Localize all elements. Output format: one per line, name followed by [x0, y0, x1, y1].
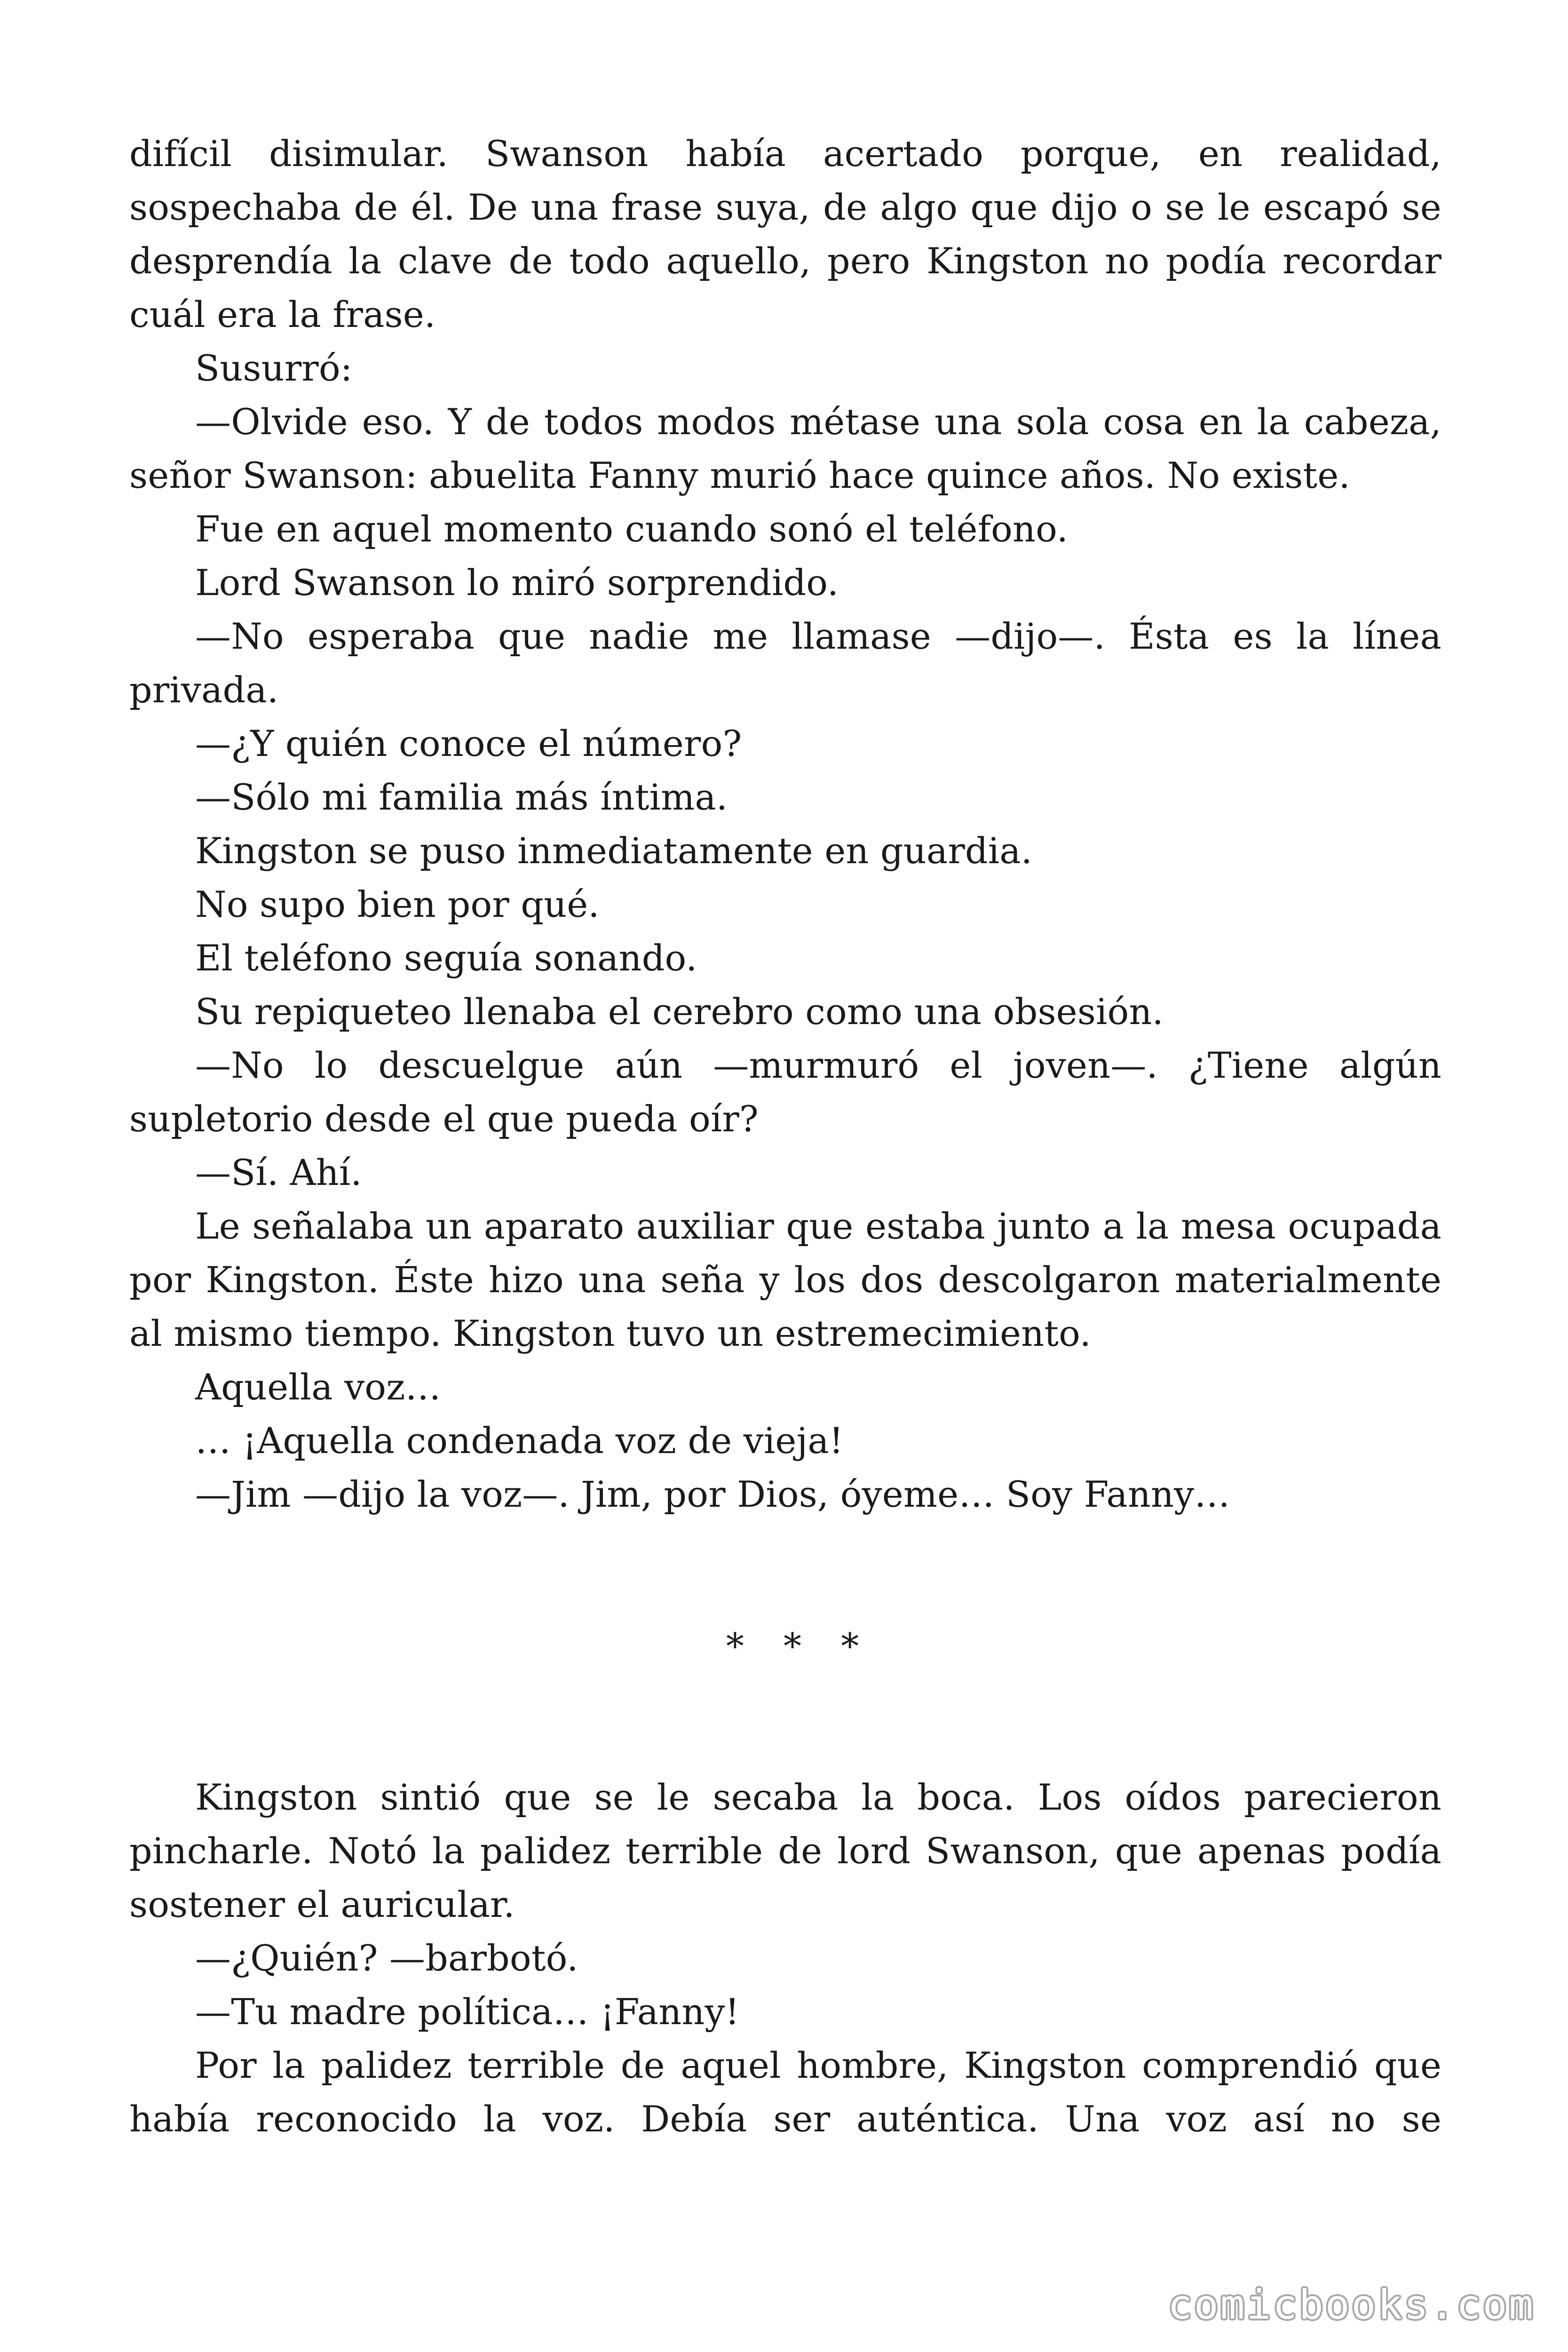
paragraph: —No esperaba que nadie me llamase —dijo—. Ésta es la línea privada.	[129, 615, 1441, 711]
paragraph: —Olvide eso. Y de todos modos métase una sola cosa en la cabeza, señor Swanson: abuelita Fanny murió hace quince años. No existe.	[129, 401, 1441, 496]
paragraph: Lord Swanson lo miró sorprendido.	[195, 562, 839, 604]
book-page	[129, 127, 1441, 2146]
paragraph: Su repiqueteo llenaba el cerebro como una obsesión.	[195, 991, 1164, 1033]
paragraph: —No lo descuelgue aún —murmuró el joven—. ¿Tiene algún supletorio desde el que pueda oír?	[129, 1044, 1441, 1140]
paragraph: —Sólo mi familia más íntima.	[195, 776, 728, 818]
paragraph: —Sí. Ahí.	[195, 1152, 362, 1193]
watermark-logo: comicbooks.com	[1168, 2281, 1535, 2328]
separator-asterisks: * * *	[726, 1625, 873, 1667]
scene-separator	[129, 1521, 1441, 1771]
paragraph: —¿Y quién conoce el número?	[195, 723, 742, 764]
paragraph: Le señalaba un aparato auxiliar que estaba junto a la mesa ocupada por Kingston. Éste hizo una seña y los dos descolgaron materialmente al mismo tiempo. Kingston tuvo un estremecimiento.	[129, 1205, 1441, 1354]
paragraph-continued: Por la palidez terrible de aquel hombre, Kingston comprendió que había reconocido la voz. Debía ser auténtica. Una voz así no se	[129, 2044, 1441, 2140]
paragraph: —¿Quién? —barbotó.	[195, 1937, 578, 1979]
paragraph: —Tu madre política… ¡Fanny!	[195, 1991, 740, 2033]
paragraph: … ¡Aquella condenada voz de vieja!	[195, 1420, 844, 1462]
paragraph: —Jim —dijo la voz—. Jim, por Dios, óyeme… Soy Fanny…	[195, 1473, 1230, 1515]
text-block-bottom	[129, 1771, 1441, 2146]
paragraph: Kingston sintió que se le secaba la boca. Los oídos parecieron pincharle. Notó la palidez terrible de lord Swanson, que apenas podía sostener el auricular.	[129, 1776, 1441, 1925]
paragraph: Kingston se puso inmediatamente en guardia.	[195, 830, 1033, 872]
text-block-top	[129, 127, 1441, 1521]
paragraph: No supo bien por qué.	[195, 883, 600, 925]
paragraph: Aquella voz…	[195, 1366, 441, 1408]
paragraph: El teléfono seguía sonando.	[195, 937, 697, 979]
paragraph: Fue en aquel momento cuando sonó el teléfono.	[195, 508, 1069, 550]
paragraph: Susurró:	[195, 347, 353, 389]
paragraph: difícil disimular. Swanson había acertado porque, en realidad, sospechaba de él. De una frase suya, de algo que dijo o se le escapó se desprendía la clave de todo aquello, pero Kingston no podía recordar cuál era la frase.	[129, 133, 1441, 335]
